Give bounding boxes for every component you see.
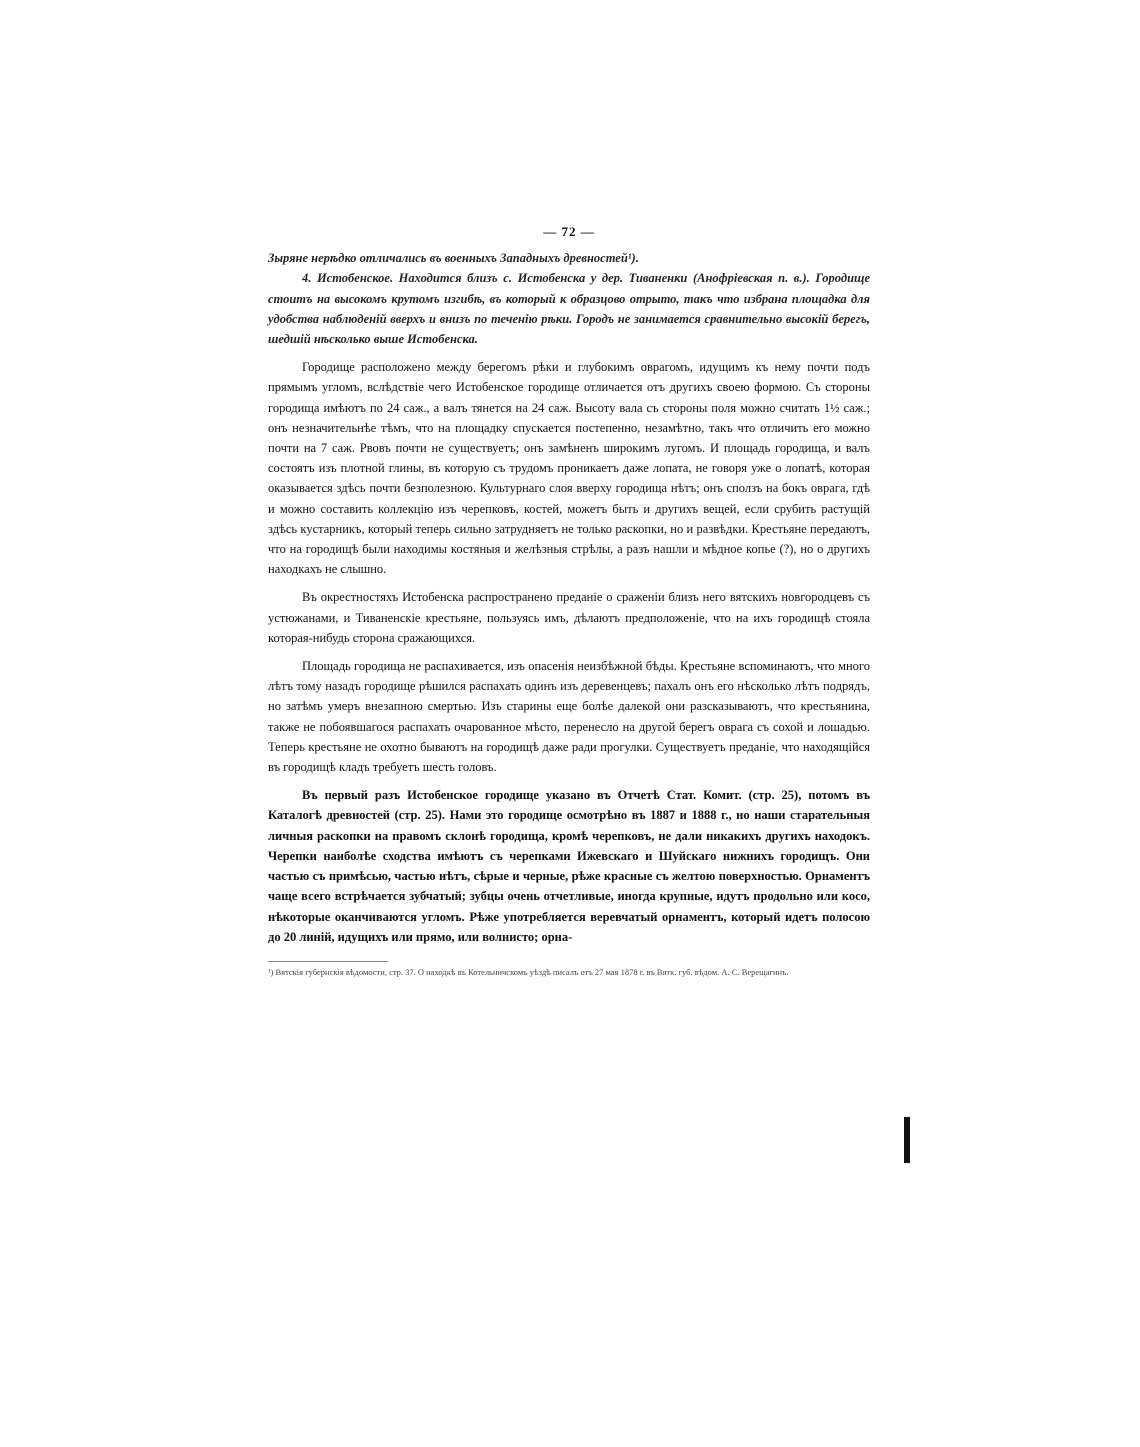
footnote: ¹) Вятскія губернскія вѣдомости, стр. 37. О находкѣ въ Котельничскомъ уѣздѣ писалъ отъ 27 мая 1878 г. въ Вятк. губ. вѣдом. А. С. Верещагинъ.: [268, 966, 789, 977]
document-page: [268, 222, 870, 978]
paragraph-6: Въ первый разъ Истобенское городище указано въ Отчетѣ Стат. Комит. (стр. 25), потомъ въ Каталогѣ древностей (стр. 25). Нами это городище осмотрѣно въ 1887 и 1888 г., но наши старательныя личныя раскопки на правомъ склонѣ городища, кромѣ черепковъ, не дали никакихъ другихъ находокъ. Черепки наиболѣе сходства имѣютъ съ черепками Ижевскаго и Шуйскаго нижнихъ городищъ. Они частью съ примѣсью, частью нѣтъ, сѣрые и черные, рѣже красные съ желтою поверхностью. Орнаментъ чаще всего встрѣчается зубчатый; зубцы очень отчетливые, иногда крупные, идутъ продольно или косо, нѣкоторые оканчиваются угломъ. Рѣже употребляется веревчатый орнаментъ, который идетъ полосою до 20 линій, идущихъ или прямо, или волнисто; орна-: [268, 788, 870, 944]
paragraph-2: 4. Истобенское. Находится близъ с. Истобенска у дер. Тиваненки (Анофріевская п. в.). Городище стоитъ на высокомъ крутомъ изгибѣ, въ который к образцово отрыто, такъ что избрана площадка для удобства наблюденій вверхъ и внизъ по теченію рѣки. Городъ не занимается сравнительно высокій берегъ, шедшій нѣсколько выше Истобенска.: [268, 271, 870, 347]
paragraph-3: Городище расположено между берегомъ рѣки и глубокимъ оврагомъ, идущимъ къ нему почти подъ прямымъ угломъ, вслѣдствіе чего Истобенское городище отличается отъ другихъ своею формою. Съ стороны городища имѣютъ по 24 саж., а валъ тянется на 24 саж. Высоту вала съ стороны поля можно считать 1½ саж.; онъ незначительнѣе тѣмъ, что на площадку спускается постепенно, незамѣтно, такъ что отличить его можно почти на 7 саж. Рвовъ почти не существуетъ; онъ замѣненъ широкимъ лугомъ. И площадь городища, и валъ состоятъ изъ плотной глины, въ которую съ трудомъ проникаетъ даже лопата, не говоря уже о лопатѣ, которая оказывается здѣсь почти безполезною. Культурнаго слоя вверху городища нѣтъ; онъ сползъ на бокъ оврага, гдѣ и можно составить коллекцію изъ черепковъ, костей, можетъ быть и другихъ вещей, если срубить растущій здѣсь кустарникъ, который теперь сильно затрудняетъ не только раскопки, но и развѣдки. Крестьяне передаютъ, что на городищѣ были находимы костяныя и желѣзныя стрѣлы, а разъ нашли и мѣдное копье (?), но о другихъ находкахъ не слышно.: [268, 360, 870, 577]
paragraph-4: Въ окрестностяхъ Истобенска распространено преданіе о сраженіи близъ него вятскихъ новгородцевъ съ устюжанами, и Тиваненскіе крестьяне, пользуясь имъ, дѣлаютъ предположеніе, что на ихъ городищѣ стояла которая-нибудь сторона сражающихся.: [268, 590, 870, 645]
footnote-divider: [268, 961, 388, 962]
paragraph-1: Зыряне нерѣдко отличались въ военныхъ Западныхъ древностей¹).: [268, 251, 639, 266]
scan-edge-mark: [904, 1117, 910, 1163]
page-number: — 72 —: [543, 224, 595, 239]
paragraph-5: Площадь городища не распахивается, изъ опасенія неизбѣжной бѣды. Крестьяне вспоминаютъ, что много лѣтъ тому назадъ городище рѣшился распахать одинъ изъ деревенцевъ; пахалъ онъ его нѣсколько лѣтъ подрядъ, но затѣмъ умеръ внезапною смертью. Изъ старины еще болѣе далекой они разсказываютъ, что крестьянина, также не побоявшагося распахать очарованное мѣсто, перенесло на другой берегъ оврага съ сохой и лошадью. Теперь крестьяне не охотно бываютъ на городищѣ даже ради прогулки. Существуетъ преданіе, что находящійся въ городищѣ кладъ требуетъ шесть головъ.: [268, 659, 870, 775]
